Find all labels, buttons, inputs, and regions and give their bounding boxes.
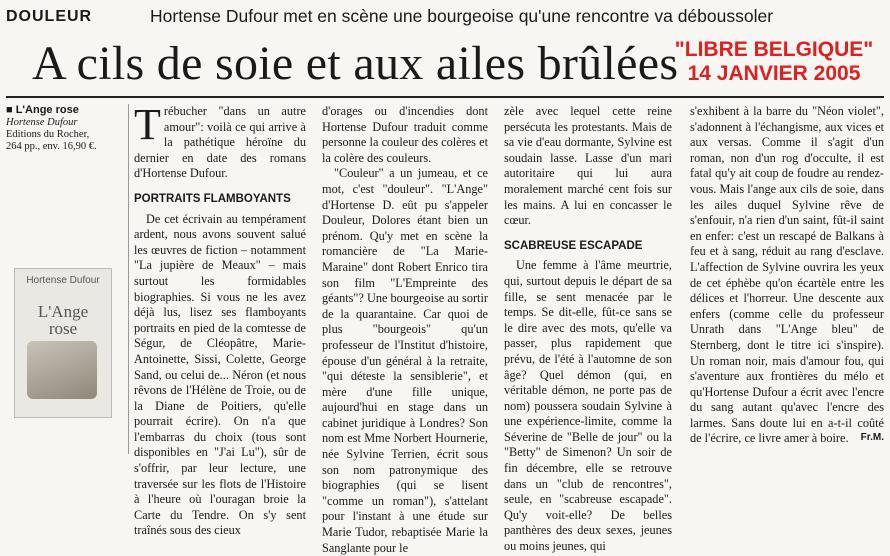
paragraph-5: Une femme à l'âme meurtrie, qui, surtout depuis le départ de sa fille, se sent menacée par le temps. Se dit-elle, fût-ce sans se le dire avec des mots, qu'elle va passer, plus rapidement que prévu, de l'été à l'automne de son âge? Quel démon (qui, en véritable démon, ne porte pas de nom) poussera soudain Sylvine à une expérience-limite, comme la Séverine de "Belle de jour" ou la "Betty" de Simenon? Un soir de fin décembre, elle se retrouve dans un "club de rencontres", seule, en "scabreuse escapade". Qu'y voit-elle? De belles panthères des deux sexes, jeunes ou moins jeunes, qui bbox=[504, 258, 672, 554]
book-info-box bbox=[6, 104, 126, 153]
book-publisher: Editions du Rocher, bbox=[6, 129, 90, 140]
subheading-portraits: PORTRAITS FLAMBOYANTS bbox=[134, 192, 291, 205]
book-details: 264 pp., env. 16,90 €. bbox=[6, 141, 97, 152]
article-subtitle: Hortense Dufour met en scène une bourgeoise qu'une rencontre va déboussoler bbox=[150, 6, 774, 26]
column-separator bbox=[128, 104, 129, 454]
subheading-escapade: SCABREUSE ESCAPADE bbox=[504, 239, 643, 252]
kicker-label: DOULEUR bbox=[6, 8, 93, 25]
book-author: Hortense Dufour bbox=[6, 117, 78, 128]
paragraph-1: De cet écrivain au tempérament ardent, nous avons souvent salué les œuvres de fiction – notamment "La jupière de Meaux" – mais surtout les formidables biographies. Si vous ne les avez déjà lus, lisez ses flamboyants portraits en pied de la comtesse de Ségur, de Cléopâtre, Marie-Antoinette, Sissi, Colette, George Sand, ou celui de... Néron (et nous rêvons de l'Hélène de Troie, ou de la Diane de Poitiers, qu'elle pourrait écrire). On n'a que l'embarras du choix (tous sont disponibles en "J'ai Lu"), sûr de s'offrir, par leur lecture, une traversée sur les flots de l'Histoire à l'heure où l'ouragan broie la Carte du Tendre. On s'y sent traînés sous des cieux bbox=[134, 211, 306, 538]
article-column-2 bbox=[322, 104, 488, 556]
article-column-3 bbox=[504, 104, 672, 555]
book-cover-image bbox=[14, 268, 112, 418]
article-column-1 bbox=[134, 100, 306, 539]
paragraph-6: s'exhibent à la barre du "Néon violet", s'adonnent à l'échangisme, aux vices et aux versas. Comme il s'agit d'un roman, non d'un rog d'occulte, il est fatal qu'y ait coup de foudre au rendez-vous. Mais l'ange aux cils de soie, dans les ailes duquel Sylvine rêve de s'enfouir, n'a rien d'un saint, fût-il saint en enfer: c'est un rescapé de Balkans à feu et à sang, réduit au rang d'esclave. L'affection de Sylvine ouvrira les yeux de cet éphèbe qu'on écartèle entre les délices et l'horreur. Une descente aux enfers (comme celle du professeur Unrath dans "L'Ange bleu" de Sternberg, dont le titre ici s'inspire). Un roman noir, mais d'amour fou, qui s'aventure aux frontières du mélo et qu'Hortense Dufour a écrit avec l'encre du sang autant qu'avec l'encre des larmes. Sans doute lui en a-t-il coûté de l'écrire, ce livre amer à boire. bbox=[690, 104, 884, 446]
header-rule bbox=[6, 96, 884, 98]
book-title: ■ L'Ange rose bbox=[6, 104, 79, 116]
paragraph-2: d'orages ou d'incendies dont Hortense Dufour traduit comme personne la couleur des colères et la colère des couleurs. bbox=[322, 104, 488, 165]
paragraph-4: zèle avec lequel cette reine persécuta les protestants. Mais de sa vie d'eau dormante, Sylvine est soudain lasse. Lasse d'un mari autoritaire qui lui aura moralement marché cent fois sur les mains. A lui en concasser le cœur. bbox=[504, 104, 672, 228]
article-headline: A cils de soie et aux ailes brûlées bbox=[32, 37, 679, 90]
article-intro: rébucher "dans un autre amour": voilà ce qui arrive à la pathétique héroïne du dernier en date des romans d'Hortense Dufour. bbox=[134, 104, 306, 181]
article-column-4 bbox=[690, 104, 884, 447]
paragraph-3: "Couleur" a un jumeau, et ce mot, c'est "douleur". "L'Ange" d'Hortense D. eût pu s'appeler Douleur, Dolores étant bien un prénom. Qu'y met en scène la romancière de "La Marie-Maraine" dont Robert Enrico tira son film "L'Empreinte des géants"? Une bourgeoise au sortir de la quarantaine. Car quoi de plus "bourgeois" qu'un professeur de l'Institut d'histoire, épouse d'un général à la retraite, "qui déteste la sensiblerie", et mère d'une fille unique, aujourd'hui en stage dans un cabinet juridique à Londres? Son nom est Mme Norbert Hournerie, née Sylvine Terrien, écrit sous son nom patronymique des biographies (qui se lisent "comme un roman"), s'attelant pour l'instant à une étude sur Marie Tudor, rebaptisée Marie la Sanglante pour le bbox=[322, 166, 488, 555]
source-stamp bbox=[664, 38, 884, 86]
cover-title: L'Ange rose bbox=[37, 302, 89, 338]
stamp-publication: "LIBRE BELGIQUE" bbox=[674, 38, 874, 61]
stamp-date: 14 JANVIER 2005 bbox=[687, 62, 861, 85]
drop-cap: T bbox=[134, 100, 161, 149]
section-kicker bbox=[6, 4, 92, 30]
cover-author: Hortense Dufour bbox=[26, 275, 100, 286]
cover-illustration bbox=[27, 341, 97, 399]
author-signature: Fr.M. bbox=[860, 432, 884, 443]
